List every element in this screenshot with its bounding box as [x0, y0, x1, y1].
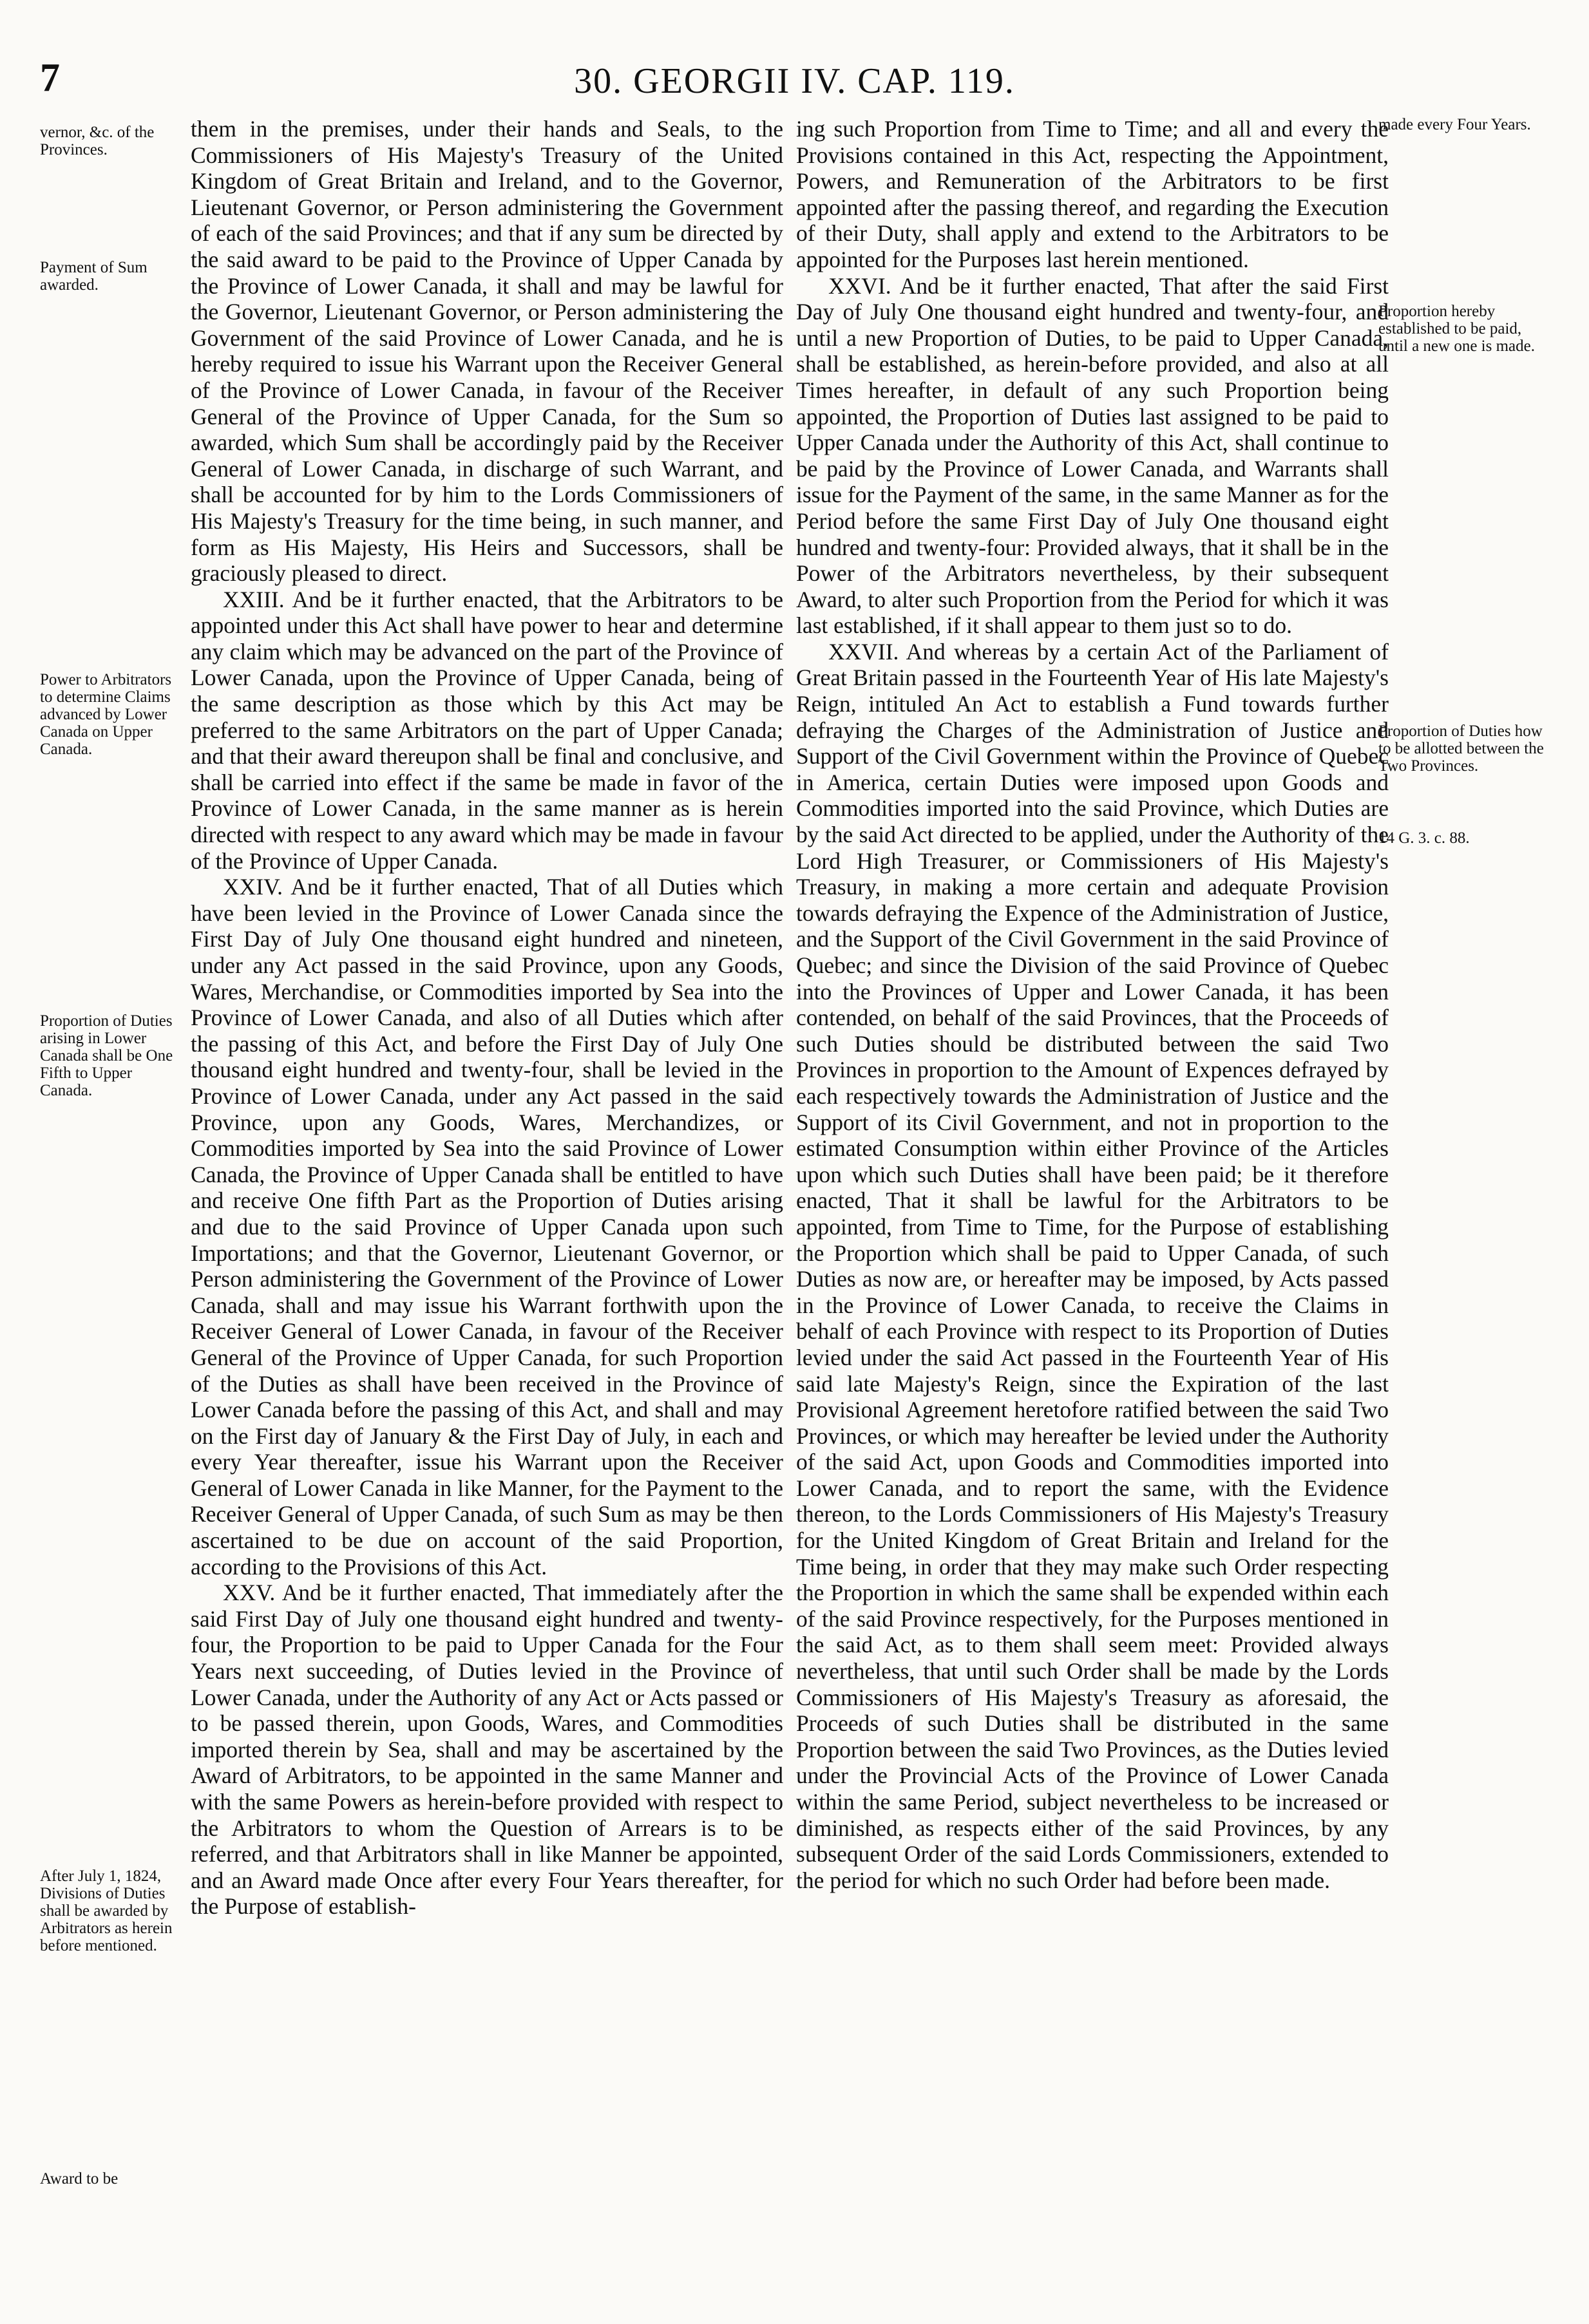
margin-note: Payment of Sum awarded. [40, 259, 147, 294]
section-xxiii: XXIII. And be it further enacted, that the Arbitrators to be appointed under this Act shall have power to hear and determine any claim which may be advanced on the part of the Province of Lower Canada, upon the Province of Upper Canada, being of the same description as those which by this Act may be preferred to the same Arbitrators on the part of Upper Canada; and that their award thereupon shall be final and conclusive, and shall be carried into effect if the same be made in favor of the Province of Lower Canada, in the same manner as is herein directed with respect to any award which may be made in favour of the Province of Upper Canada. [191, 586, 783, 874]
margin-note: Award to be [40, 2170, 119, 2187]
margin-note: 14 G. 3. c. 88. [1378, 829, 1470, 847]
section-xxiv: XXIV. And be it further enacted, That of all Duties which have been levied in the Province of Lower Canada since the First Day of July One thousand eight hundred and nineteen, under any Act passed in the said Province, upon any Goods, Wares, Merchandise, or Commodities imported by Sea into the Province of Lower Canada, and also of all Duties which after the passing of this Act, and before the First Day of July One thousand eight hundred and twenty-four, shall be levied in the Province of Lower Canada, under any Act passed in the said Province, upon any Goods, Wares, Merchandizes, or Commodities imported by Sea into the said Province of Lower Canada, the Province of Upper Canada shall be entitled to have and receive One fifth Part as the Proportion of Duties arising and due to the said Province of Upper Canada upon such Importations; and that the Governor, Lieutenant Governor, or Person administering the Government of the Province of Lower Canada, shall and may issue his Warrant forthwith upon the Receiver General of Lower Canada, in favour of the Receiver General of the Province of Upper Canada, for such Proportion of the Duties as shall have been received in the Province of Lower Canada before the passing of this Act, and shall and may on the First day of January & the First Day of July, in each and every Year thereafter, issue his Warrant upon the Receiver General of Lower Canada in like Manner, for the Payment to the Receiver General of Upper Canada, of such Sum as may be then ascertained to be due on account of the said Proportion, according to the Provisions of this Act. [191, 874, 783, 1580]
paragraph: them in the premises, under their hands and Seals, to the Commissioners of His Majesty's Treasury of the United Kingdom of Great Britain and Ireland, and to the Governor, Lieutenant Governor, or Person administering the Government of each of the said Provinces; and that if any sum be directed by the said award to be paid to the Province of Upper Canada by the Province of Lower Canada, it shall and may be lawful for the Governor, Lieutenant Governor, or Person administering the Government of the said Province of Lower Canada, and he is hereby required to issue his Warrant upon the Receiver General of the Province of Lower Canada, in favour of the Receiver General of the Province of Upper Canada, for the Sum so awarded, which Sum shall be accordingly paid by the Receiver General of Lower Canada, in discharge of such Warrant, and shall be accounted for by him to the Lords Commissioners of His Majesty's Treasury for the time being, in such manner, and form as His Majesty, His Heirs and Successors, shall be graciously pleased to direct. [191, 116, 783, 587]
margin-note: made every Four Years. [1378, 116, 1531, 133]
page-number: 7 [40, 56, 60, 100]
margin-note: After July 1, 1824, Divisions of Duties shall be awarded by Arbitrators as herein before mentioned. [40, 1867, 173, 1954]
text-column-right [796, 116, 1389, 1893]
margin-note: Power to Arbitrators to determine Claims advanced by Lower Canada on Upper Canada. [40, 671, 172, 758]
text-column-left [191, 116, 783, 1920]
section-xxvii: XXVII. And whereas by a certain Act of the Parliament of Great Britain passed in the Fourteenth Year of His late Majesty's Reign, intituled An Act to establish a Fund towards further defraying the Charges of the Administration of Justice and Support of the Civil Government within the Province of Quebec in America, certain Duties were imposed upon Goods and Commodities imported into the said Province, which Duties are by the said Act directed to be applied, under the Authority of the Lord High Treasurer, or Commissioners of His Majesty's Treasury, in making a more certain and adequate Provision towards defraying the Expence of the Administration of Justice, and the Support of the Civil Government in the said Province of Quebec; and since the Division of the said Province of Quebec into the Provinces of Upper and Lower Canada, it has been contended, on behalf of the said Provinces, that the Proceeds of such Duties should be distributed between the said Two Provinces in proportion to the Amount of Expences defrayed by each respectively towards the Administration of Justice and the Support of its Civil Government, and not in proportion to the estimated Consumption within either Province of the Articles upon which such Duties shall have been paid; be it therefore enacted, That it shall be lawful for the Arbitrators to be appointed, from Time to Time, for the Purpose of establishing the Proportion which shall be paid to Upper Canada, of such Duties as now are, or hereafter may be imposed, by Acts passed in the Province of Lower Canada, to receive the Claims in behalf of each Province with respect to its Proportion of Duties levied under the said Act passed in the Fourteenth Year of His said late Majesty's Reign, since the Expiration of the last Provisional Agreement heretofore ratified between the said Two Provinces, or which may hereafter be levied under the Authority of the said Act, upon Goods and Commodities imported into Lower Canada, and to report the same, with the Evidence thereon, to the Lords Commissioners of His Majesty's Treasury for the United Kingdom of Great Britain and Ireland for the Time being, in order that they may make such Order respecting the Proportion in which the same shall be expended within each of the said Province respectively, for the Purposes mentioned in the said Act, as to them shall seem meet: Provided always nevertheless, that until such Order shall be made by the Lords Commissioners of His Majesty's Treasury as aforesaid, the Proceeds of such Duties shall be distributed in the same Proportion between the said Two Provinces, as the Duties levied under the Provincial Acts of the Province of Lower Canada within the same Period, subject nevertheless to be increased or diminished, as respects either of the said Provinces, by any subsequent Order of the said Lords Commissioners, extended to the period for which no such Order had before been made. [796, 638, 1389, 1893]
running-title: 30. GEORGII IV. CAP. 119. [574, 61, 1015, 101]
margin-note: vernor, &c. of the Provinces. [40, 124, 155, 158]
margin-note: Proportion of Duties how to be allotted between the Two Provinces. [1378, 723, 1544, 775]
paragraph: ing such Proportion from Time to Time; and all and every the Provisions contained in this Act, respecting the Appointment, Powers, and Remuneration of the Arbitrators to be first appointed after the passing thereof, and regarding the Execution of their Duty, shall apply and extend to the Arbitrators to be appointed for the Purposes last herein mentioned. [796, 116, 1389, 272]
margin-note: Proportion of Duties arising in Lower Canada shall be One Fifth to Upper Canada. [40, 1012, 173, 1099]
margin-note: Proportion hereby established to be paid, until a new one is made. [1378, 303, 1535, 355]
page-header [0, 55, 1589, 113]
section-xxvi: XXVI. And be it further enacted, That after the said First Day of July One thousand eight hundred and twenty-four, and until a new Proportion of Duties, to be paid to Upper Canada, shall be established, as herein-before provided, and also at all Times hereafter, in default of any such Proportion being appointed, the Proportion of Duties last assigned to be paid to Upper Canada under the Authority of this Act, shall continue to be paid by the Province of Lower Canada, and Warrants shall issue for the Payment of the same, in the same Manner as for the Period before the same First Day of July One thousand eight hundred and twenty-four: Provided always, that it shall be in the Power of the Arbitrators nevertheless, by their subsequent Award, to alter such Proportion from the Period for which it was last established, if it shall appear to them just so to do. [796, 272, 1389, 639]
section-xxv: XXV. And be it further enacted, That immediately after the said First Day of July one thousand eight hundred and twenty-four, the Proportion to be paid to Upper Canada for the Four Years next succeeding, of Duties levied in the Province of Lower Canada, under the Authority of any Act or Acts passed or to be passed therein, upon Goods, Wares, and Commodities imported therein by Sea, shall and may be ascertained by the Award of Arbitrators, to be appointed in the same Manner and with the same Powers as herein-before provided with respect to the Arbitrators to whom the Question of Arrears is to be referred, and that Arbitrators shall in like Manner be appointed, and an Award made Once after every Four Years thereafter, for the Purpose of establish- [191, 1580, 783, 1920]
